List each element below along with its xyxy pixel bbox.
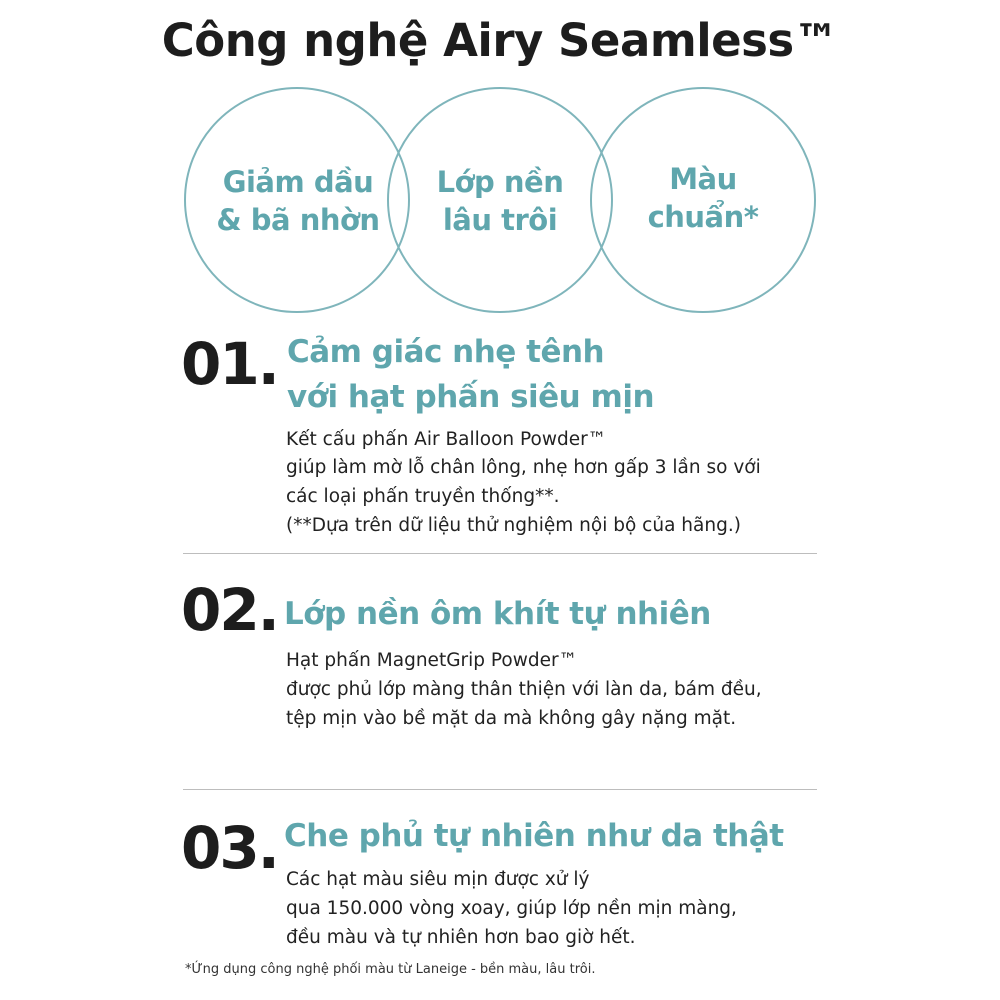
- footnote: *Ứng dụng công nghệ phối màu từ Laneige - bền màu, lâu trôi.: [185, 962, 596, 977]
- feature-body-line: Các hạt màu siêu mịn được xử lý: [286, 869, 590, 890]
- feature-number: 01.: [181, 330, 278, 398]
- benefit-label-line: Lớp nền: [436, 165, 564, 199]
- section-divider: [183, 789, 817, 790]
- feature-number: 02.: [181, 576, 278, 644]
- benefit-label-line: Màu: [669, 162, 737, 196]
- feature-body-line: qua 150.000 vòng xoay, giúp lớp nền mịn màng,: [286, 898, 737, 919]
- benefit-label-true-color: [603, 160, 803, 236]
- feature-body-line: (**Dựa trên dữ liệu thử nghiệm nội bộ của hãng.): [286, 515, 741, 536]
- feature-heading-line: Cảm giác nhẹ tênh: [287, 334, 605, 370]
- feature-heading-line: với hạt phấn siêu mịn: [287, 379, 655, 415]
- benefit-label-line: & bã nhờn: [216, 203, 380, 237]
- benefit-label-long-lasting: [400, 163, 600, 239]
- feature-body-line: Kết cấu phấn Air Balloon Powder™: [286, 429, 607, 450]
- benefit-label-line: Giảm dầu: [222, 165, 374, 199]
- feature-body-line: giúp làm mờ lỗ chân lông, nhẹ hơn gấp 3 lần so với: [286, 457, 761, 478]
- feature-number: 03.: [181, 814, 278, 882]
- feature-body-line: đều màu và tự nhiên hơn bao giờ hết.: [286, 927, 636, 948]
- feature-body-line: được phủ lớp màng thân thiện với làn da, bám đều,: [286, 679, 762, 700]
- feature-heading-line: Che phủ tự nhiên như da thật: [284, 818, 784, 854]
- page-title: Công nghệ Airy Seamless™: [161, 14, 839, 67]
- feature-body-line: Hạt phấn MagnetGrip Powder™: [286, 650, 578, 671]
- section-divider: [183, 553, 817, 554]
- feature-body-line: tệp mịn vào bề mặt da mà không gây nặng mặt.: [286, 708, 737, 729]
- feature-body-line: các loại phấn truyền thống**.: [286, 486, 560, 507]
- benefit-label-oil-control: [198, 163, 398, 239]
- benefit-label-line: chuẩn*: [647, 200, 759, 234]
- feature-heading-line: Lớp nền ôm khít tự nhiên: [284, 596, 711, 632]
- benefit-label-line: lâu trôi: [442, 203, 558, 237]
